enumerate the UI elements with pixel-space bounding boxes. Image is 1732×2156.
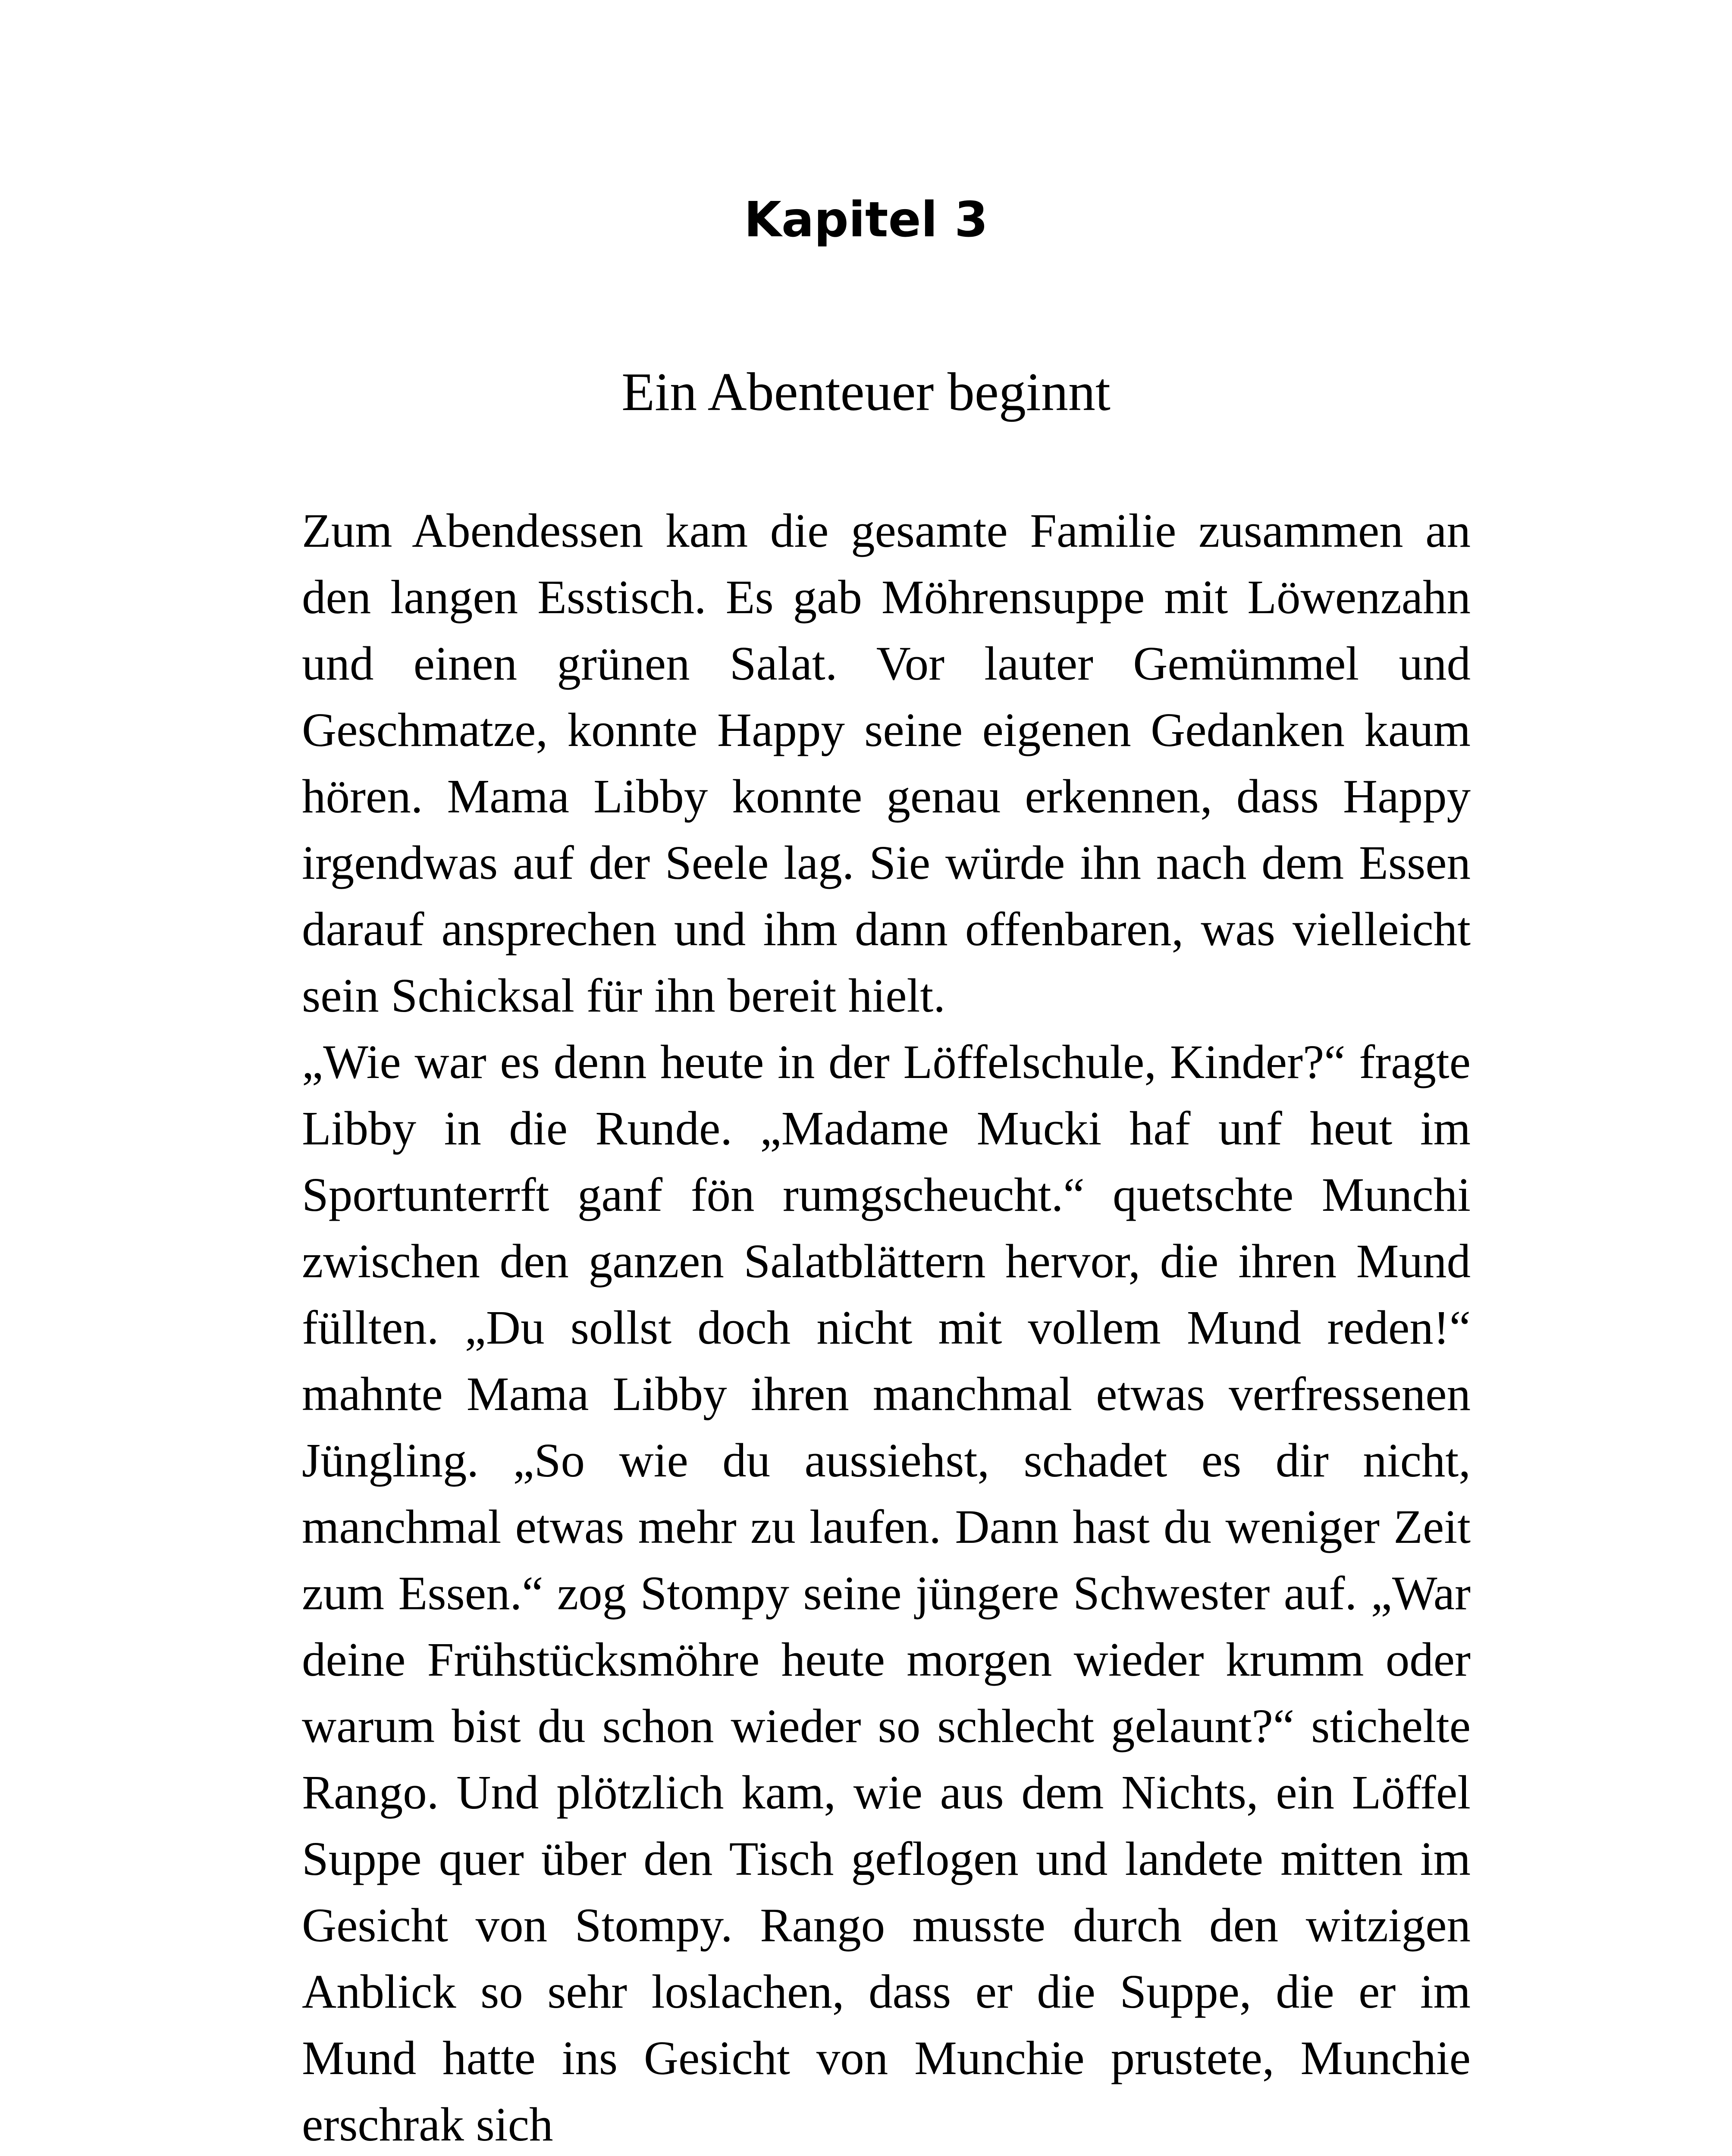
chapter-title: Ein Abenteuer beginnt xyxy=(621,362,1111,422)
paragraph-2: „Wie war es denn heute in der Löffelschule, Kinder?“ fragte Libby in die Runde. „Madame Mucki haf unf heut im Sportunterrft ganf fön rumgscheucht.“ quetschte Munchi zwischen den ganzen Salatblättern hervor, die ihren Mund füllten. „Du sollst doch nicht mit vollem Mund reden!“ mahnte Mama Libby ihren manchmal etwas verfressenen Jüngling. „So wie du aussiehst, schadet es dir nicht, manchmal etwas mehr zu laufen. Dann hast du weniger Zeit zum Essen.“ zog Stompy seine jüngere Schwester auf. „War deine Frühstücksmöhre heute morgen wieder krumm oder warum bist du schon wieder so schlecht gelaunt?“ stichelte Rango. Und plötzlich kam, wie aus dem Nichts, ein Löffel Suppe quer über den Tisch geflogen und landete mitten im Gesicht von Stompy. Rango musste durch den witzigen Anblick so sehr loslachen, dass er die Suppe, die er im Mund hatte ins Gesicht von Munchie prustete, Munchie erschrak sich xyxy=(302,1036,1471,2151)
paragraph-1: Zum Abendessen kam die gesamte Familie zusammen an den langen Esstisch. Es gab Möhrensuppe mit Löwenzahn und einen grünen Salat. Vor lauter Gemümmel und Geschmatze, konnte Happy seine eigenen Gedanken kaum hören. Mama Libby konnte genau erkennen, dass Happy irgendwas auf der Seele lag. Sie würde ihn nach dem Essen darauf ansprechen und ihm dann offenbaren, was vielleicht sein Schicksal für ihn bereit hielt. xyxy=(302,505,1471,1022)
body-text xyxy=(302,498,1471,2156)
chapter-heading: Kapitel 3 xyxy=(744,192,988,248)
